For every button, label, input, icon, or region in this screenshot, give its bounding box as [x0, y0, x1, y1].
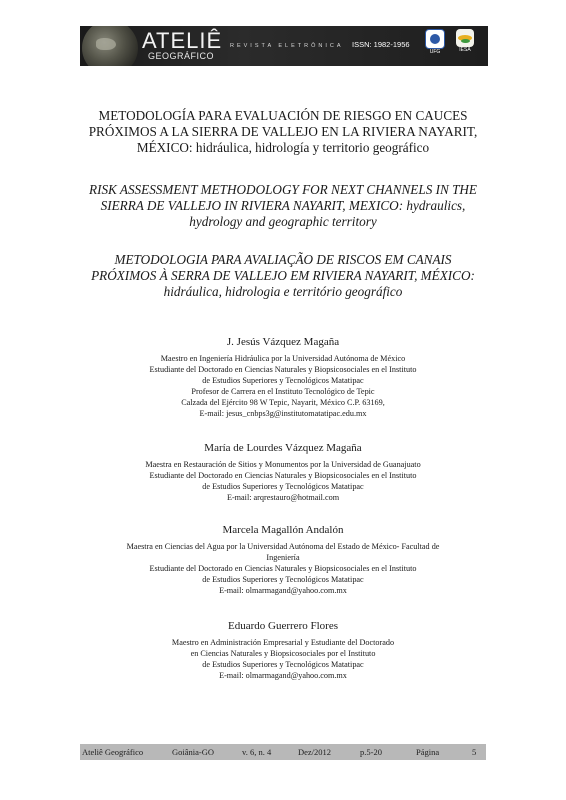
author-block	[80, 441, 486, 503]
title-english-line: RISK ASSESSMENT METHODOLOGY FOR NEXT CHANNELS IN THE	[89, 182, 477, 197]
author-affiliation: Maestra en Restauración de Sitios y Monumentos por la Universidad de Guanajuato	[145, 460, 421, 469]
title-spanish	[60, 108, 506, 156]
author-name: Eduardo Guerrero Flores	[228, 620, 338, 632]
author-email[interactable]: E-mail: olmarmagand@yahoo.com.mx	[219, 671, 347, 680]
title-portuguese-line: hidráulica, hidrologia e território geográfico	[163, 284, 403, 299]
title-spanish-line: PRÓXIMOS A LA SIERRA DE VALLEJO EN LA RIVIERA NAYARIT,	[88, 124, 478, 139]
author-affiliation: de Estudios Superiores y Tecnológicos Matatipac	[202, 575, 364, 584]
author-email[interactable]: E-mail: jesus_cnbps3g@institutomatatipac.edu.mx	[199, 409, 367, 418]
iesa-logo	[454, 29, 476, 57]
title-english	[60, 182, 506, 230]
author-block	[80, 335, 486, 419]
iesa-logo-label: IESA	[459, 47, 471, 53]
author-name: J. Jesús Vázquez Magaña	[226, 336, 340, 348]
author-affiliation: de Estudios Superiores y Tecnológicos Matatipac	[202, 482, 364, 491]
author-email[interactable]: E-mail: olmarmagand@yahoo.com.mx	[219, 586, 347, 595]
page-footer	[80, 744, 486, 760]
title-portuguese-line: PRÓXIMOS À SERRA DE VALLEJO EM RIVIERA NAYARIT, MÉXICO:	[91, 268, 475, 283]
title-english-line: SIERRA DE VALLEJO IN RIVIERA NAYARIT, MEXICO: hydraulics,	[100, 198, 466, 213]
footer-page-number: 5	[472, 747, 477, 757]
ufg-logo-label: UFG	[429, 49, 441, 55]
author-affiliation: de Estudios Superiores y Tecnológicos Matatipac	[202, 660, 364, 669]
journal-banner	[80, 26, 488, 66]
footer-journal: Ateliê Geográfico	[82, 747, 144, 757]
title-english-line: hydrology and geographic territory	[189, 214, 377, 229]
issn-label: ISSN: 1982-1956	[352, 40, 410, 49]
footer-city: Goiânia-GO	[172, 747, 215, 757]
author-affiliation: Estudiante del Doctorado en Ciencias Naturales y Biopsicosociales en el Instituto	[149, 564, 417, 573]
journal-tagline: REVISTA ELETRÔNICA	[230, 43, 344, 49]
author-name: María de Lourdes Vázquez Magaña	[204, 442, 362, 454]
title-portuguese	[60, 252, 506, 300]
ufg-logo	[424, 29, 446, 57]
footer-page-label: Página	[416, 747, 440, 757]
globe-logo-icon	[82, 26, 138, 66]
author-email[interactable]: E-mail: arqrestauro@hotmail.com	[226, 493, 340, 502]
iesa-emblem-icon	[456, 29, 474, 47]
author-affiliation: en Ciencias Naturales y Biopsicosociales por el Instituto	[190, 649, 376, 658]
footer-date: Dez/2012	[298, 747, 332, 757]
author-affiliation: Maestro en Ingeniería Hidráulica por la Universidad Autónoma de México	[160, 354, 406, 363]
journal-logo-subtitle: GEOGRÁFICO	[148, 51, 215, 61]
author-affiliation: Estudiante del Doctorado en Ciencias Naturales y Biopsicosociales en el Instituto	[149, 365, 417, 374]
footer-volume: v. 6, n. 4	[242, 747, 272, 757]
author-affiliation: Ingeniería	[266, 553, 300, 562]
author-affiliation: de Estudios Superiores y Tecnológicos Matatipac	[202, 376, 364, 385]
title-spanish-line: METODOLOGÍA PARA EVALUACIÓN DE RIESGO EN CAUCES	[98, 108, 468, 123]
author-affiliation: Maestro en Administración Empresarial y Estudiante del Doctorado	[171, 638, 395, 647]
author-affiliation: Maestra en Ciencias del Agua por la Universidad Autónoma del Estado de México- Facultad de	[126, 542, 440, 551]
author-address: Calzada del Ejército 98 W Tepic, Nayarit, México C.P. 63169,	[181, 398, 385, 407]
footer-pages: p.5-20	[360, 747, 382, 757]
author-affiliation: Estudiante del Doctorado en Ciencias Naturales y Biopsicosociales en el Instituto	[149, 471, 417, 480]
title-portuguese-line: METODOLOGIA PARA AVALIAÇÃO DE RISCOS EM CANAIS	[114, 252, 452, 267]
ufg-emblem-icon	[425, 29, 445, 49]
author-block	[80, 523, 486, 596]
author-affiliation: Profesor de Carrera en el Instituto Tecnológico de Tepic	[191, 387, 375, 396]
author-block	[80, 619, 486, 681]
title-spanish-line: MÉXICO: hidráulica, hidrología y territorio geográfico	[136, 140, 430, 155]
author-name: Marcela Magallón Andalón	[222, 524, 344, 536]
journal-logo-title: ATELIÊ	[142, 28, 223, 53]
